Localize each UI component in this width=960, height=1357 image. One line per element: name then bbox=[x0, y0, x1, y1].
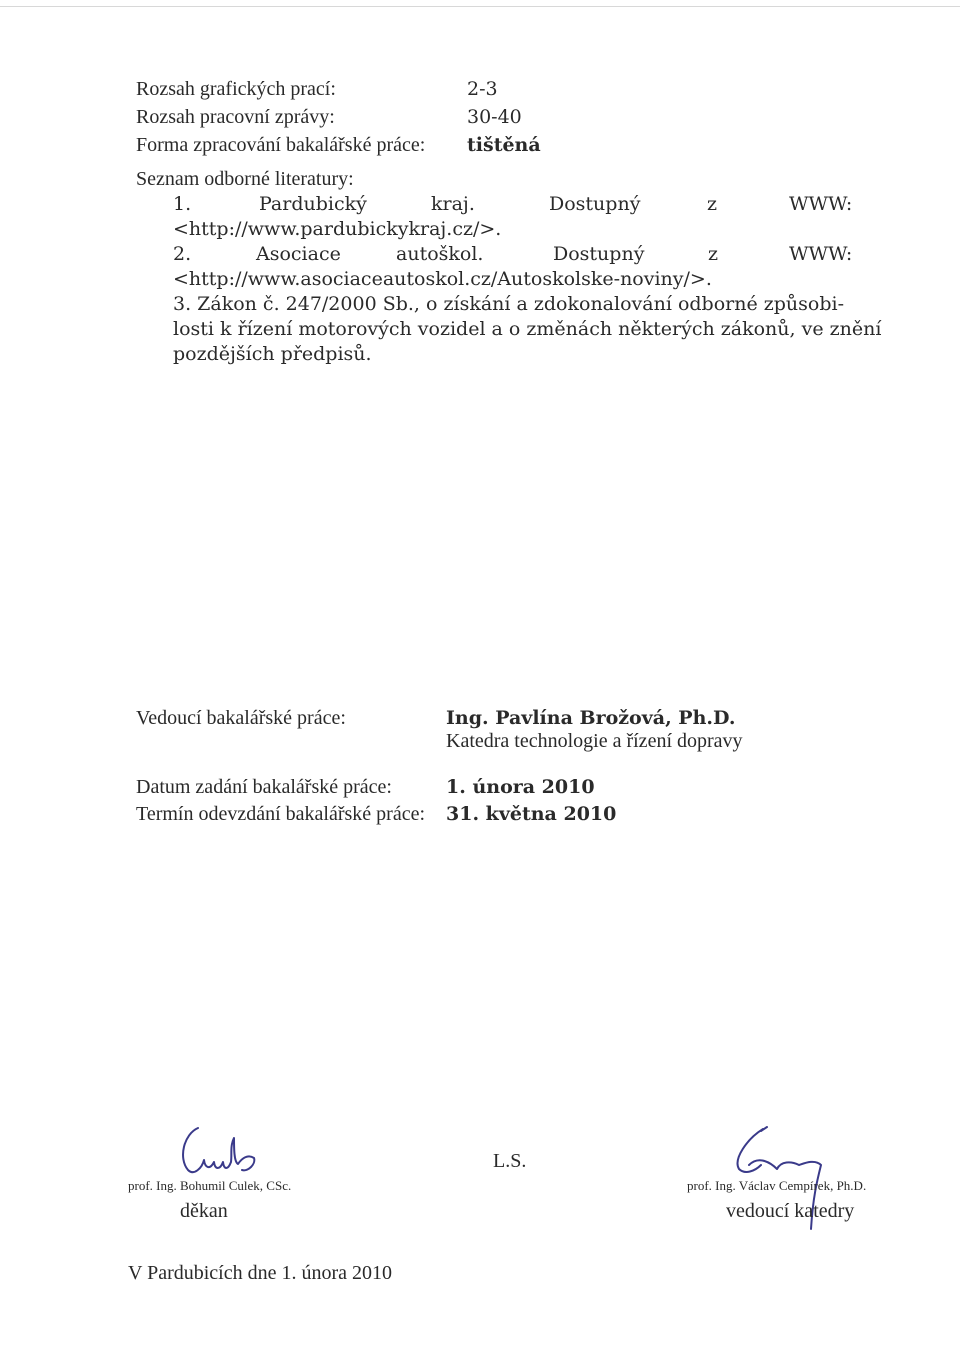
ls-mark: L.S. bbox=[493, 1150, 527, 1172]
lit1-url: <http://www.pardubickykraj.cz/>. bbox=[173, 218, 502, 240]
deadline-date-value: 31. května 2010 bbox=[446, 803, 617, 825]
lit3-line: losti k řízení motorových vozidel a o změnách některých zákonů, ve znění bbox=[173, 318, 882, 340]
rozsah-graf-value: 2-3 bbox=[467, 78, 498, 100]
lit2-word: autoškol. bbox=[396, 243, 484, 265]
scan-edge-line bbox=[0, 6, 960, 7]
lit2-url: <http://www.asociaceautoskol.cz/Autoskolske-noviny/>. bbox=[173, 268, 712, 290]
place-date: V Pardubicích dne 1. února 2010 bbox=[128, 1262, 393, 1284]
rozsah-zpravy-value: 30-40 bbox=[467, 106, 522, 128]
supervisor-name: Ing. Pavlína Brožová, Ph.D. bbox=[446, 707, 736, 729]
lit1-word: Pardubický bbox=[259, 193, 367, 215]
rozsah-zpravy-label: Rozsah pracovní zprávy: bbox=[136, 106, 335, 128]
lit1-word: WWW: bbox=[789, 193, 853, 215]
rozsah-graf-label: Rozsah grafických prací: bbox=[136, 78, 336, 100]
supervisor-label: Vedoucí bakalářské práce: bbox=[136, 707, 346, 729]
dean-role: děkan bbox=[180, 1200, 228, 1222]
assigned-date-label: Datum zadání bakalářské práce: bbox=[136, 776, 392, 798]
literature-heading: Seznam odborné literatury: bbox=[136, 168, 354, 190]
lit2-word: Dostupný bbox=[553, 243, 645, 265]
lit1-num: 1. bbox=[173, 193, 192, 215]
lit1-word: Dostupný bbox=[549, 193, 641, 215]
head-role: vedoucí katedry bbox=[726, 1200, 855, 1222]
forma-value: tištěná bbox=[467, 134, 541, 156]
forma-label: Forma zpracování bakalářské práce: bbox=[136, 134, 426, 156]
lit3-line: pozdějších předpisů. bbox=[173, 343, 372, 365]
lit2-word: Asociace bbox=[256, 243, 341, 265]
assigned-date-value: 1. února 2010 bbox=[446, 776, 595, 798]
lit2-word: WWW: bbox=[789, 243, 853, 265]
deadline-date-label: Termín odevzdání bakalářské práce: bbox=[136, 803, 426, 825]
dean-name: prof. Ing. Bohumil Culek, CSc. bbox=[128, 1178, 292, 1193]
lit2-word: z bbox=[708, 243, 719, 265]
lit3-line: 3. Zákon č. 247/2000 Sb., o získání a zdokonalování odborné způsobi- bbox=[173, 293, 845, 315]
supervisor-department: Katedra technologie a řízení dopravy bbox=[446, 730, 743, 752]
lit2-num: 2. bbox=[173, 243, 192, 265]
lit1-word: z bbox=[707, 193, 718, 215]
lit1-word: kraj. bbox=[431, 193, 475, 215]
head-name: prof. Ing. Václav Cempírek, Ph.D. bbox=[687, 1178, 867, 1193]
